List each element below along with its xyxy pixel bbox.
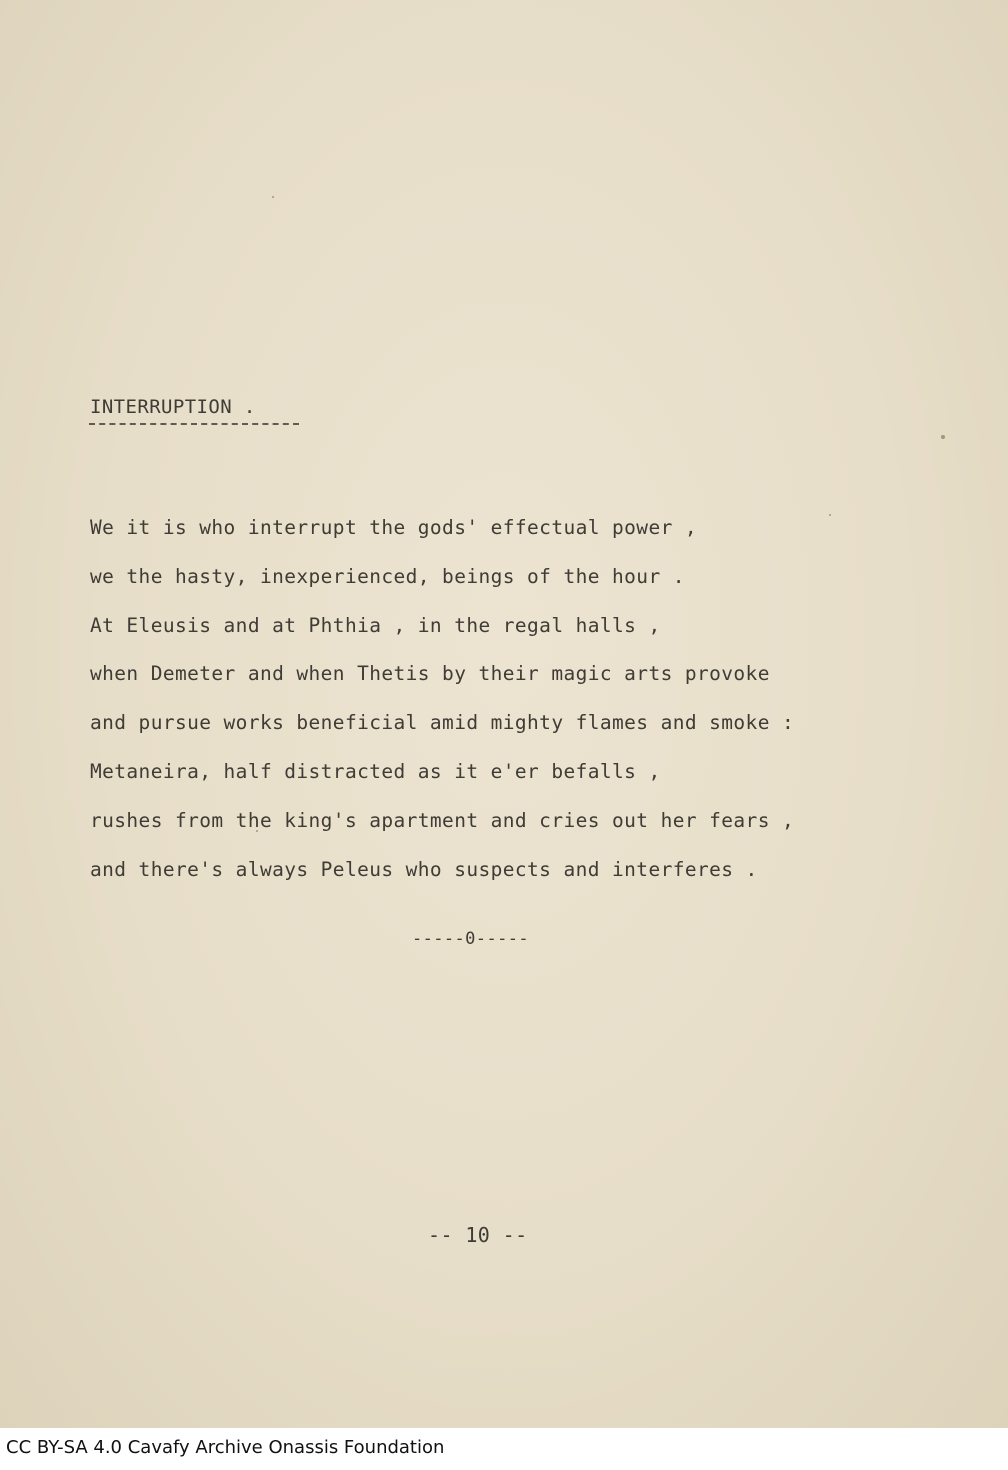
poem-line: and pursue works beneficial amid mighty flames and smoke : (90, 711, 795, 735)
poem-line: we the hasty, inexperienced, beings of the hour . (90, 564, 685, 588)
poem-line: rushes from the king's apartment and cries out her fears , (90, 808, 795, 832)
paper-speck (272, 196, 274, 198)
poem-line: At Eleusis and at Phthia , in the regal halls , (90, 613, 661, 637)
paper-speck (941, 435, 945, 439)
page-number: -- 10 -- (428, 1223, 528, 1247)
section-separator: -----0----- (412, 929, 529, 949)
poem-line: and there's always Peleus who suspects and interferes . (90, 857, 758, 881)
title-underline (89, 423, 299, 428)
license-credit: CC BY-SA 4.0 Cavafy Archive Onassis Foundation (6, 1437, 445, 1458)
footer-bar (0, 1428, 1008, 1470)
poem-line: Metaneira, half distracted as it e'er befalls , (90, 759, 661, 783)
poem-title: INTERRUPTION . (90, 396, 256, 418)
poem-body (90, 512, 970, 902)
poem-line: when Demeter and when Thetis by their magic arts provoke (90, 662, 770, 686)
poem-line: We it is who interrupt the gods' effectual power , (90, 516, 697, 539)
